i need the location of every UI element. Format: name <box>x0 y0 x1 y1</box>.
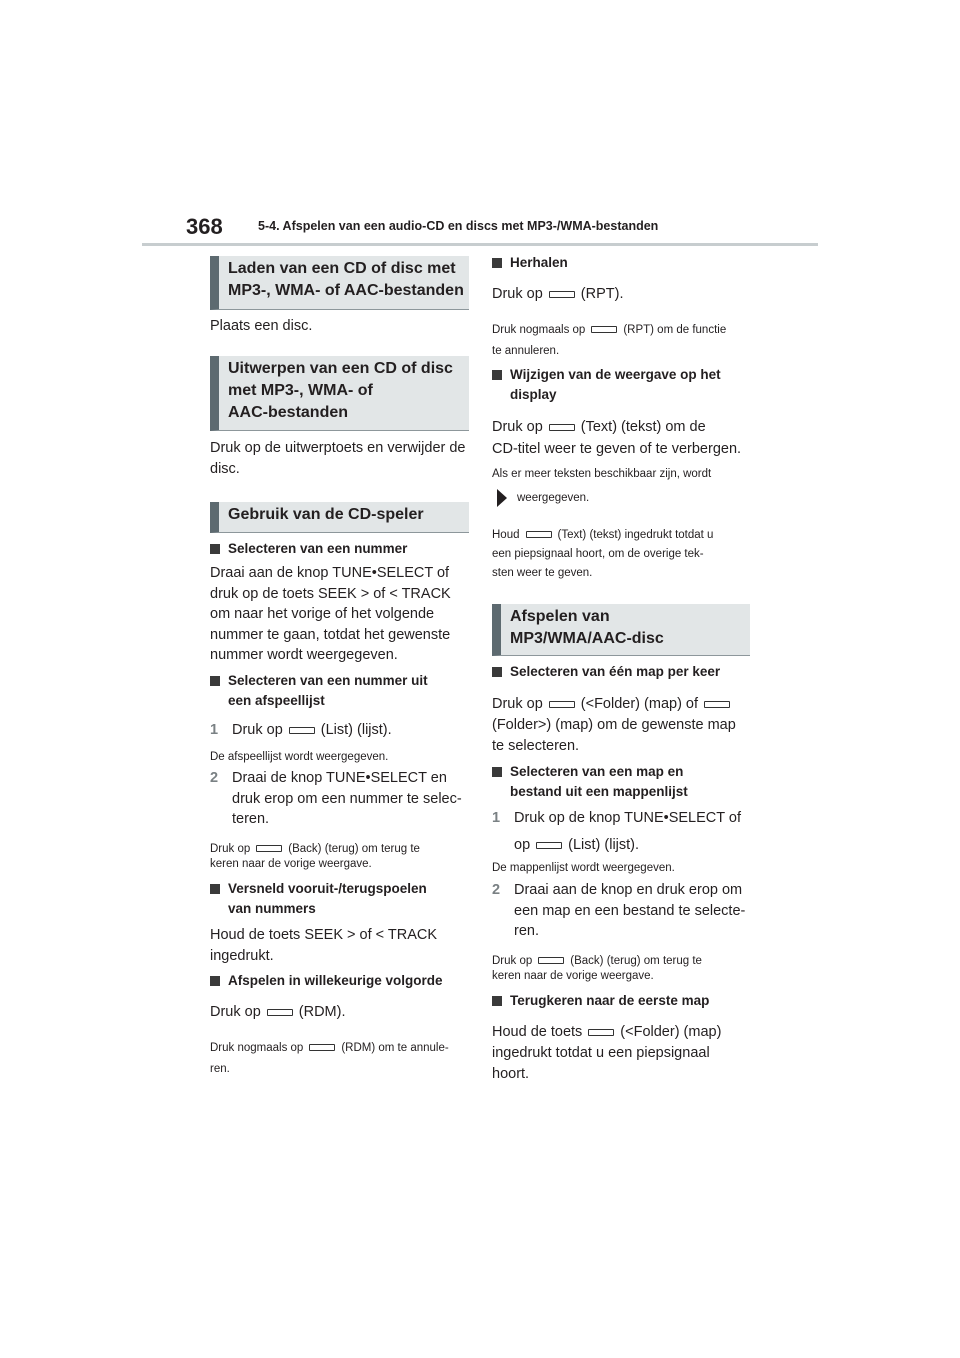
text-line: sten weer te geven. <box>492 567 593 579</box>
text-line: druk erop om een nummer te selec- <box>232 790 462 807</box>
step-number: 2 <box>492 882 501 898</box>
bullet-heading <box>210 879 427 919</box>
text: Druk op <box>492 955 533 967</box>
text: (<Folder) (map) of <box>580 696 699 712</box>
heading-line: Laden van een CD of disc met <box>228 260 456 277</box>
step-2 <box>492 880 745 942</box>
step-1 <box>210 720 392 741</box>
text: (List) (lijst). <box>568 837 640 853</box>
rpt-key-icon <box>549 291 575 298</box>
step-2 <box>210 768 462 830</box>
heading-line: een afspeellijst <box>228 693 325 708</box>
paragraph <box>210 1002 346 1023</box>
text-line: disc. <box>210 460 240 477</box>
text-line: Druk op de uitwerptoets en verwijder de <box>210 440 466 456</box>
text-line: ingedrukt. <box>210 947 274 964</box>
text: Druk op <box>210 843 251 855</box>
text-line: om naar het vorige of het volgende <box>210 606 435 622</box>
text: Druk op <box>492 696 543 712</box>
text-line: keren naar de vorige weergave. <box>492 970 654 982</box>
more-arrow-icon <box>497 489 507 507</box>
text: Houd <box>492 529 520 541</box>
heading-eject-disc <box>210 356 469 431</box>
text-line: keren naar de vorige weergave. <box>210 858 372 870</box>
list-key-icon <box>536 842 562 849</box>
note <box>492 320 726 362</box>
text: (RPT) om de functie <box>623 324 727 336</box>
paragraph <box>492 694 736 757</box>
text-line: Draai aan de knop TUNE•SELECT of <box>210 565 450 581</box>
folder-next-key-icon <box>704 701 730 708</box>
bullet-heading: Herhalen <box>492 253 568 273</box>
text-line: ingedrukt totdat u een piepsignaal <box>492 1045 710 1061</box>
text-line: Draai aan de knop en druk erop om <box>514 882 743 898</box>
text: Druk op <box>210 1004 261 1020</box>
step-number: 1 <box>210 722 219 738</box>
bullet-heading <box>492 762 688 802</box>
paragraph <box>492 1022 721 1085</box>
list-key-icon <box>289 727 315 734</box>
step-number: 1 <box>492 810 501 826</box>
text-line: Draai de knop TUNE•SELECT en <box>232 770 447 786</box>
heading-line: Selecteren van een map en <box>510 764 684 779</box>
back-key-icon <box>538 957 564 964</box>
text-line: een map en een bestand te selecte- <box>514 902 746 919</box>
page-number: 368 <box>186 214 223 239</box>
bullet-heading <box>492 365 721 405</box>
text: Druk op <box>492 419 543 435</box>
paragraph <box>492 416 741 460</box>
heading-line: Selecteren van een nummer uit <box>228 673 428 688</box>
note <box>492 954 702 984</box>
bullet-heading: Selecteren van één map per keer <box>492 662 720 682</box>
text: (<Folder) (map) <box>620 1024 722 1040</box>
heading-line: MP3-, WMA- of AAC-bestanden <box>228 282 464 299</box>
note <box>492 489 589 507</box>
note <box>492 526 713 583</box>
text: Houd de toets <box>492 1024 583 1040</box>
heading-line: Gebruik van de CD-speler <box>228 506 424 523</box>
bullet-heading: Selecteren van een nummer <box>210 539 407 559</box>
folder-prev-key-icon <box>588 1029 614 1036</box>
heading-line: Afspelen van <box>510 608 610 625</box>
heading-line: van nummers <box>228 901 316 916</box>
bullet-heading: Terugkeren naar de eerste map <box>492 991 709 1011</box>
text: (Back) (terug) om terug te <box>570 955 702 967</box>
heading-line: AAC-bestanden <box>228 404 349 421</box>
heading-line: bestand uit een mappenlijst <box>510 784 688 799</box>
text-line: hoort. <box>492 1066 530 1082</box>
note: De afspeellijst wordt weergegeven. <box>210 751 389 763</box>
text-line: Houd de toets SEEK > of < TRACK <box>210 927 438 943</box>
rdm-key-icon <box>267 1009 293 1016</box>
paragraph <box>210 563 451 666</box>
text: Druk nogmaals op <box>210 1042 304 1054</box>
text-line: nummer wordt weergegeven. <box>210 647 398 663</box>
text-line: CD-titel weer te geven of te verbergen. <box>492 441 742 457</box>
heading-line: MP3/WMA/AAC-disc <box>510 630 664 647</box>
heading-line: Wijzigen van de weergave op het <box>510 367 721 382</box>
bullet-heading: Afspelen in willekeurige volgorde <box>210 971 443 991</box>
header-divider <box>142 243 818 246</box>
note: Als er meer teksten beschikbaar zijn, wordt <box>492 468 712 480</box>
heading-cd-player <box>210 502 469 533</box>
heading-mp3-disc <box>492 604 750 656</box>
note <box>210 842 420 872</box>
text: weergegeven. <box>517 492 590 505</box>
text: Druk op <box>492 286 543 302</box>
bullet-heading <box>210 671 428 711</box>
rpt-key-icon <box>591 326 617 333</box>
paragraph <box>492 284 623 305</box>
step-1 <box>492 805 741 859</box>
text-line: ren. <box>514 923 539 939</box>
heading-line: met MP3-, WMA- of <box>228 382 373 399</box>
step-number: 2 <box>210 770 219 786</box>
text: (Text) (tekst) ingedrukt totdat u <box>557 529 714 541</box>
text-line: een piepsignaal hoort, om de overige tek- <box>492 548 704 560</box>
text-line: Druk op de knop TUNE•SELECT of <box>514 810 741 826</box>
heading-load-disc <box>210 256 469 310</box>
paragraph <box>210 438 466 479</box>
text: op <box>514 837 531 853</box>
heading-line: Uitwerpen van een CD of disc <box>228 360 453 377</box>
text-line: (Folder>) (map) om de gewenste map <box>492 717 736 733</box>
text-line: ren. <box>210 1063 230 1075</box>
text-line: te annuleren. <box>492 345 560 357</box>
text: (RDM) om te annule- <box>341 1042 449 1054</box>
text-line: te selecteren. <box>492 738 580 754</box>
heading-line: Versneld vooruit-/terugspoelen <box>228 881 427 896</box>
text: (RPT). <box>580 286 624 302</box>
text: Druk nogmaals op <box>492 324 586 336</box>
text: (Back) (terug) om terug te <box>288 843 420 855</box>
text-line: druk op de toets SEEK > of < TRACK <box>210 585 451 602</box>
text-line: teren. <box>232 811 270 827</box>
text-key-icon <box>526 531 552 538</box>
folder-prev-key-icon <box>549 701 575 708</box>
paragraph: Plaats een disc. <box>210 318 313 334</box>
rdm-key-icon <box>309 1044 335 1051</box>
text: Druk op <box>232 722 283 738</box>
text-key-icon <box>549 424 575 431</box>
paragraph <box>210 925 437 966</box>
text: (Text) (tekst) om de <box>580 419 706 435</box>
text: (List) (lijst). <box>320 722 392 738</box>
text: (RDM). <box>298 1004 346 1020</box>
section-title: 5-4. Afspelen van een audio-CD en discs met MP3-/WMA-bestanden <box>258 219 659 233</box>
note: De mappenlijst wordt weergegeven. <box>492 862 675 874</box>
note <box>210 1038 449 1080</box>
heading-line: display <box>510 387 557 402</box>
text-line: nummer te gaan, totdat het gewenste <box>210 626 451 643</box>
back-key-icon <box>256 845 282 852</box>
